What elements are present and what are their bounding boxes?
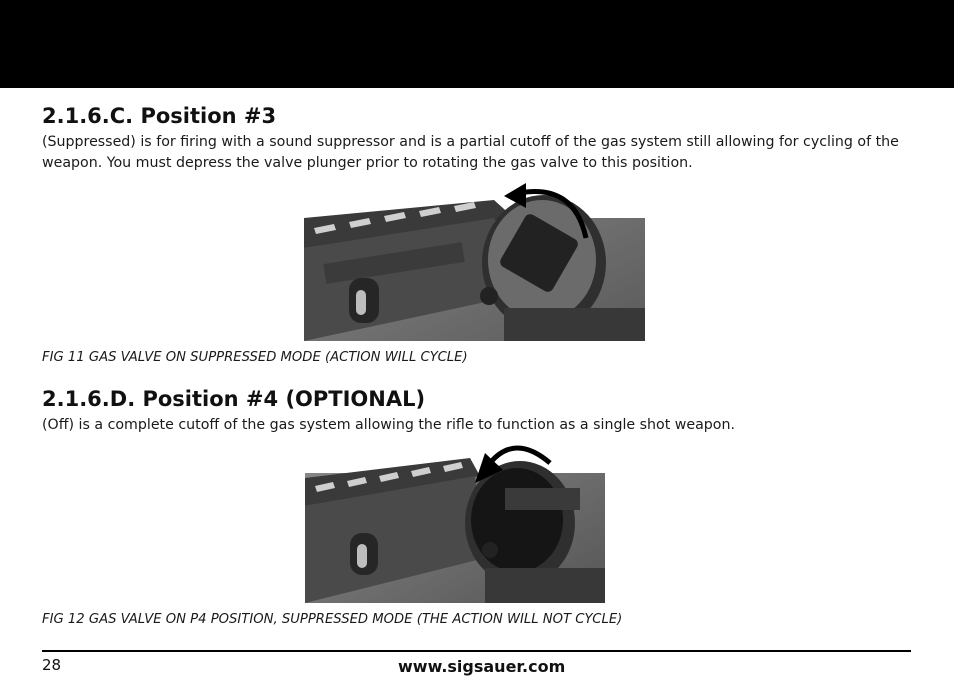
page-number: 28: [42, 656, 62, 674]
figure-11-photo: [304, 178, 645, 341]
footer-divider: [42, 650, 911, 652]
section-c-body: (Suppressed) is for firing with a sound suppressor and is a partial cutoff of the gas system still allowing for cycling of the weapon. You must depress the valve plunger prior to rotating the gas valve to this position.: [42, 134, 899, 171]
section-c-heading: 2.1.6.C. Position #3: [42, 104, 277, 128]
figure-12-caption: FIG 12 GAS VALVE ON P4 POSITION, SUPPRESSED MODE (THE ACTION WILL NOT CYCLE): [42, 612, 623, 627]
section-d-heading: 2.1.6.D. Position #4 (OPTIONAL): [42, 387, 426, 411]
website-link[interactable]: www.sigsauer.com: [398, 657, 566, 676]
header-bar: [0, 0, 954, 88]
figure-11-caption: FIG 11 GAS VALVE ON SUPPRESSED MODE (ACTION WILL CYCLE): [42, 350, 468, 365]
figure-12-photo: [305, 438, 605, 603]
section-d-body: (Off) is a complete cutoff of the gas system allowing the rifle to function as a single shot weapon.: [42, 417, 735, 433]
